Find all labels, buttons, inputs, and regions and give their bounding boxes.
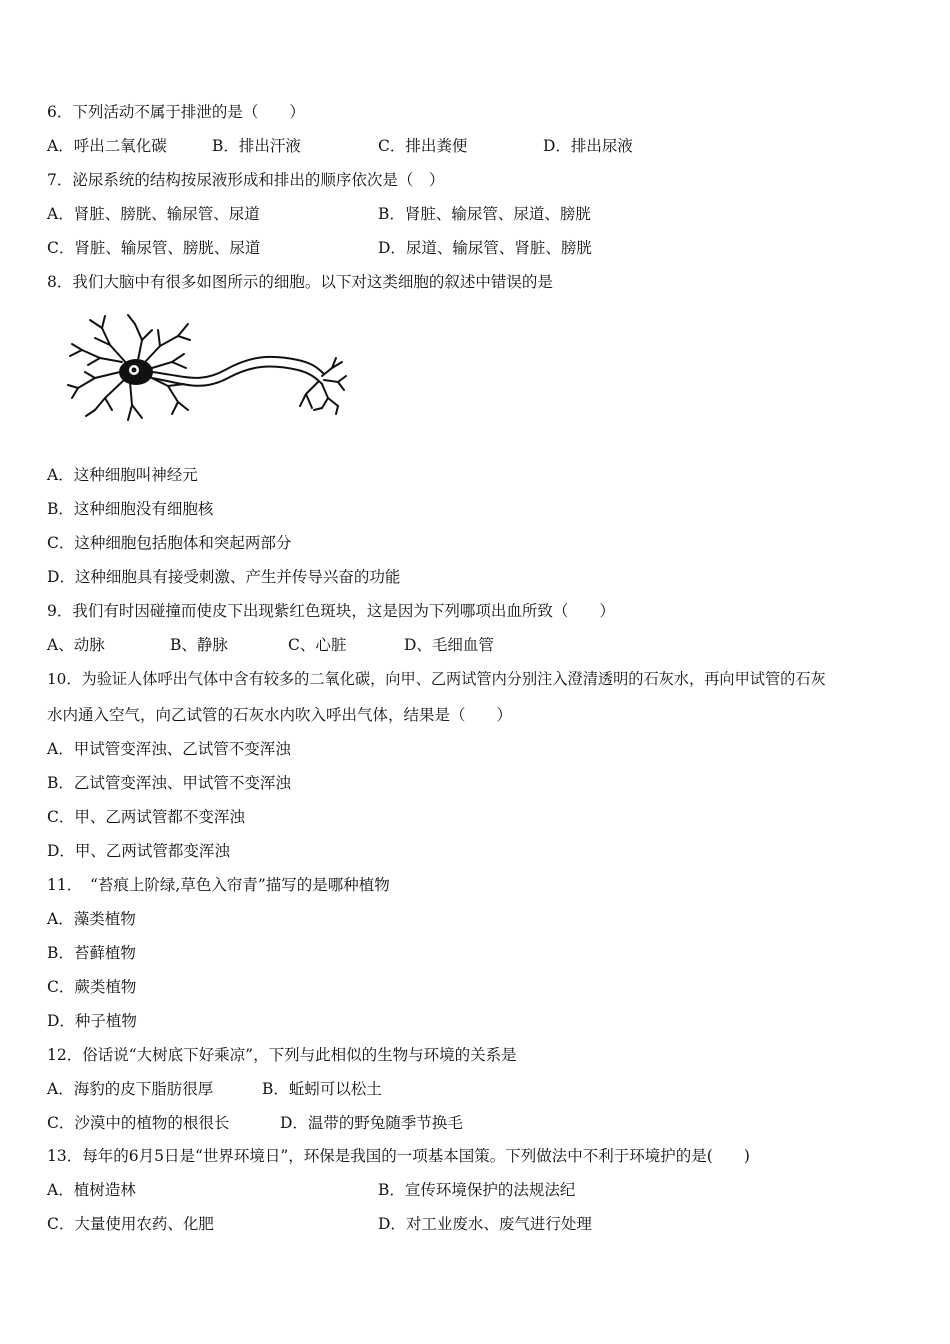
question-6-option-b: B．排出汗液 — [212, 137, 301, 155]
question-6-stem: 6．下列活动不属于排泄的是（ ） — [47, 103, 305, 121]
question-13-option-a: A．植树造林 — [47, 1181, 136, 1199]
question-11-stem: 11． “苔痕上阶绿,草色入帘青”描写的是哪种植物 — [47, 876, 390, 894]
question-12-option-a: A．海豹的皮下脂肪很厚 — [47, 1080, 214, 1098]
question-11-option-d: D．种子植物 — [47, 1012, 137, 1030]
neuron-figure — [60, 310, 350, 435]
question-9-option-a: A、动脉 — [47, 636, 105, 654]
question-7-option-d: D．尿道、输尿管、肾脏、膀胱 — [378, 239, 592, 257]
question-6-option-c: C．排出粪便 — [378, 137, 468, 155]
question-8-stem: 8．我们大脑中有很多如图所示的细胞。以下对这类细胞的叙述中错误的是 — [47, 273, 553, 291]
question-13-option-d: D．对工业废水、废气进行处理 — [378, 1215, 592, 1233]
question-12-option-d: D．温带的野兔随季节换毛 — [280, 1114, 463, 1132]
question-8-option-d: D．这种细胞具有接受刺激、产生并传导兴奋的功能 — [47, 568, 401, 586]
question-10-stem-line1: 10．为验证人体呼出气体中含有较多的二氧化碳，向甲、乙两试管内分别注入澄清透明的石灰水，再向甲试管的石灰 — [47, 670, 826, 688]
question-7-stem: 7．泌尿系统的结构按尿液形成和排出的顺序依次是（ ） — [47, 171, 445, 189]
question-11-option-b: B．苔藓植物 — [47, 944, 136, 962]
question-10-option-a: A．甲试管变浑浊、乙试管不变浑浊 — [47, 740, 291, 758]
question-13-option-b: B．宣传环境保护的法规法纪 — [378, 1181, 576, 1199]
question-8-option-a: A．这种细胞叫神经元 — [47, 466, 198, 484]
question-7-option-a: A．肾脏、膀胱、输尿管、尿道 — [47, 205, 260, 223]
question-10-option-d: D．甲、乙两试管都变浑浊 — [47, 842, 230, 860]
question-12-option-c: C．沙漠中的植物的根很长 — [47, 1114, 230, 1132]
question-10-option-b: B．乙试管变浑浊、甲试管不变浑浊 — [47, 774, 291, 792]
question-7-option-b: B．肾脏、输尿管、尿道、膀胱 — [378, 205, 591, 223]
question-11-option-c: C．蕨类植物 — [47, 978, 137, 996]
question-8-option-c: C．这种细胞包括胞体和突起两部分 — [47, 534, 292, 552]
question-10-stem-line2: 水内通入空气，向乙试管的石灰水内吹入呼出气体，结果是（ ） — [47, 706, 513, 724]
question-9-stem: 9．我们有时因碰撞而使皮下出现紫红色斑块，这是因为下列哪项出血所致（ ） — [47, 602, 615, 620]
question-12-option-b: B．蚯蚓可以松土 — [262, 1080, 382, 1098]
question-7-option-c: C．肾脏、输尿管、膀胱、尿道 — [47, 239, 261, 257]
question-13-stem: 13．每年的6月5日是“世界环境日”，环保是我国的一项基本国策。下列做法中不利于环境护的是( ) — [47, 1147, 750, 1165]
question-9-option-b: B、静脉 — [170, 636, 228, 654]
question-12-stem: 12．俗话说“大树底下好乘凉”，下列与此相似的生物与环境的关系是 — [47, 1046, 517, 1064]
question-9-option-d: D、毛细血管 — [404, 636, 494, 654]
question-11-option-a: A．藻类植物 — [47, 910, 136, 928]
question-13-option-c: C．大量使用农药、化肥 — [47, 1215, 214, 1233]
question-6-option-a: A．呼出二氧化碳 — [47, 137, 167, 155]
question-10-option-c: C．甲、乙两试管都不变浑浊 — [47, 808, 245, 826]
question-8-option-b: B．这种细胞没有细胞核 — [47, 500, 214, 518]
question-6-option-d: D．排出尿液 — [543, 137, 633, 155]
question-9-option-c: C、心脏 — [288, 636, 347, 654]
